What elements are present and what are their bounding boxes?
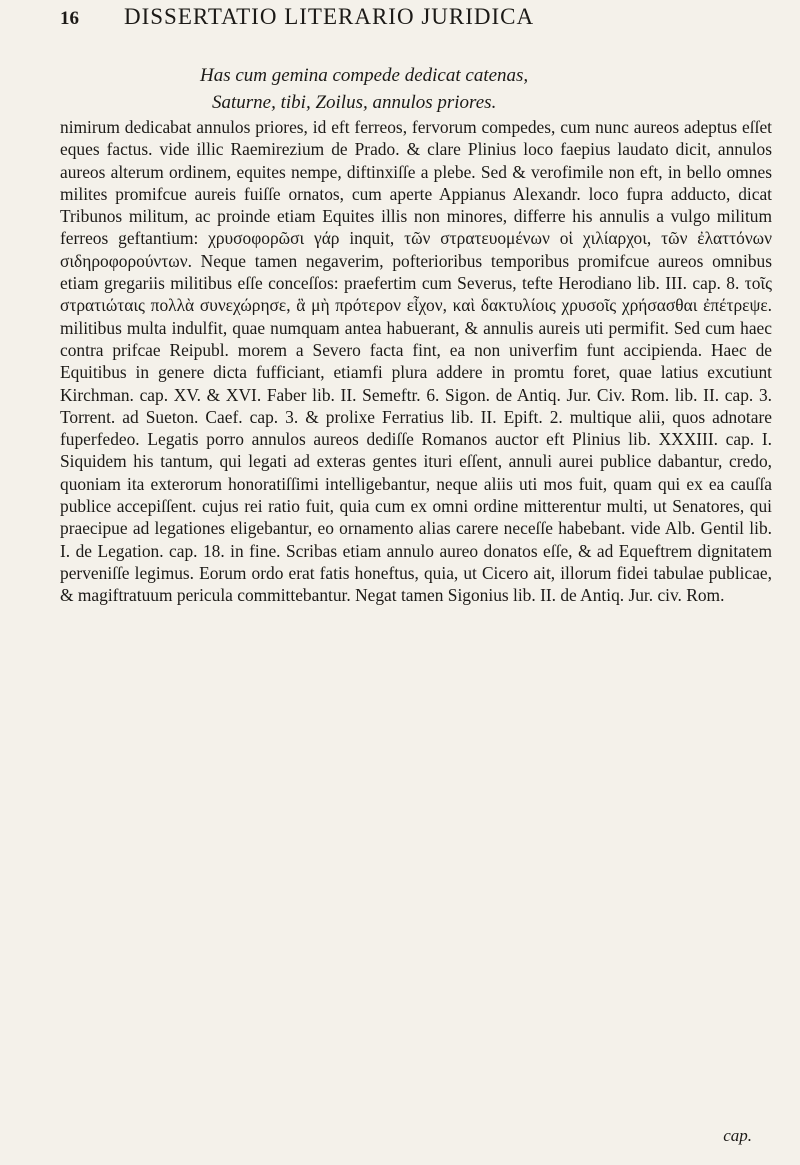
verse-line-2: Saturne, tibi, Zoilus, annulos priores. [212,92,497,113]
catchword: cap. [723,1126,752,1145]
body-paragraph: nimirum dedicabat annulos priores, id eft ferreos, fervorum compedes, cum nunc aureos adeptus eſſet eques factus. vide illic Raemirezium de Prado. & clare Plinius loco faepius laudato dicit, annulos aureos alterum ordinem, equites nempe, diftinxiſſe a plebe. Sed & verofimile non eft, in bello omnes milites promifcue aureis fuiſſe ornatos, cum aperte Appianus Alexandr. loco fupra adducto, dicat Tribunos militum, ac proinde etiam Equites illis non minores, differre his annulis a vulgo militum ferreos geftantium: χρυσοφορῶσι γάρ inquit, τῶν στρατευομένων οἱ χιλίαρχοι, τῶν ἐλαττόνων σιδηροφορούντων. Neque tamen negaverim, pofterioribus temporibus promifcue aureos omnibus etiam gregariis militibus eſſe conceſſos: praefertim cum Severus, tefte Herodiano lib. III. cap. 8. τοῖς στρατιώταις πολλὰ συνεχώρησε, ἃ μὴ πρότερον εἶχον, καὶ δακτυλίοις χρυσοῖς χρήσασθαι ἐπέτρεψε. militibus multa indulfit, quae numquam antea habuerant, & annulis aureis uti permifit. Sed cum haec contra prifcae Reipubl. morem a Severo facta fint, ea non univerfim funt accipienda. Haec de Equitibus in genere dicta fufficiant, etiamfi plura addere in promtu foret, quae latius excutiunt Kirchman. cap. XV. & XVI. Faber lib. II. Semeftr. 6. Sigon. de Antiq. Jur. Civ. Rom. lib. II. cap. 3. Torrent. ad Sueton. Caef. cap. 3. & prolixe Ferratius lib. II. Epift. 2. multique alii, quos adnotare fuperfedeo. Legatis porro annulos aureos dediſſe Romanos auctor eft Plinius lib. XXXIII. cap. I. Siquidem his tantum, qui legati ad exteras gentes ituri eſſent, annuli aurei publice dabantur, credo, quoniam ita exterorum honoratiſſimi intelligebantur, neque aliis uti mos fuit, quam qui ex ea cauſſa publice accepiſſent. cujus rei ratio fuit, quia cum ex omni ordine mitterentur multi, ut Senatores, qui praecipue ad legationes eligebantur, eo ornamento alias carere neceſſe habebant. vide Alb. Gentil lib. I. de Legation. cap. 18. in fine. Scribas etiam annulo aureo donatos eſſe, & ad Equeftrem dignitatem perveniſſe legimus. Eorum ordo erat fatis honeftus, quia, ut Cicero ait, illorum fidei tabulae publicae, & magiftratuum pericula committebantur. Negat tamen Sigonius lib. II. de Antiq. Jur. civ. Rom. [60,117,772,606]
running-title: DISSERTATIO LITERARIO JURIDICA [124,4,535,29]
verse-line-1: Has cum gemina compede dedicat catenas, [200,65,529,86]
page-header [60,4,760,40]
page-number: 16 [60,8,79,29]
body-text [60,116,772,607]
verse-quotation [200,62,528,116]
